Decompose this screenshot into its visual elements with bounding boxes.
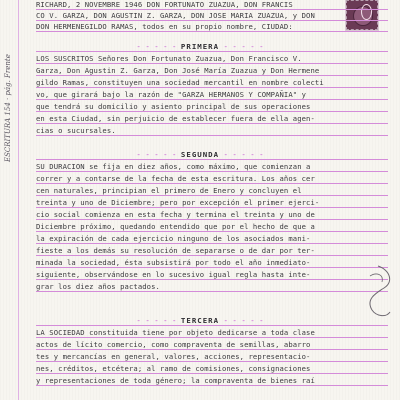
ruled-line [36, 373, 388, 374]
primera-line-2: Garza, Don Agustin Z. Garza, Don José María Zuazua y Don Hermene [36, 66, 320, 75]
ruled-line [36, 361, 388, 362]
section-heading-segunda: - - - - - SEGUNDA - - - - - [136, 150, 264, 159]
ruled-line [36, 111, 388, 112]
segunda-line-3: cen naturales, principian el primero de Enero y concluyen el [36, 186, 302, 195]
ruled-line [36, 325, 388, 326]
section-heading-primera: - - - - - PRIMERA - - - - - [136, 42, 264, 51]
tercera-line-4: nes, créditos, etcétera; al ramo de comisiones, consignaciones [36, 364, 311, 373]
ruled-line [36, 267, 388, 268]
ruled-line [36, 195, 388, 196]
header-line-3: DON HERMENEGILDO RAMAS, todos en su propio nombre, CIUDAD: [36, 22, 293, 31]
ruled-line [36, 231, 388, 232]
ruled-line [36, 87, 388, 88]
ruled-line [36, 51, 388, 52]
segunda-line-11: grar los diez años pactados. [36, 282, 160, 291]
ruled-line [36, 31, 388, 32]
primera-line-5: que tendrá su domicilio y asiento principal de sus operaciones [36, 102, 311, 111]
tercera-line-2: actos de lícito comercio, como compraventa de semillas, abarro [36, 340, 311, 349]
segunda-line-1: SU DURACION se fija en diez años, como máximo, que comienzan a [36, 162, 311, 171]
tercera-line-1: LA SOCIEDAD constituida tiene por objeto dedicarse a toda clase [36, 328, 315, 337]
ruled-line [36, 171, 388, 172]
header-line-1: RICHARD, 2 NOVEMBRE 1946 DON FORTUNATO ZUAZUA, DON FRANCIS [36, 0, 293, 9]
primera-line-1: LOS SUSCRITOS Señores Don Fortunato Zuazua, Don Francisco V. [36, 54, 302, 63]
ruled-line [36, 291, 388, 292]
primera-line-3: gildo Ramas, constituyen una sociedad mercantil en nombre colecti [36, 78, 324, 87]
ruled-line [36, 123, 388, 124]
ruled-line [36, 207, 388, 208]
primera-line-7: cias o sucursales. [36, 126, 116, 135]
tercera-line-3: tes y mercancías en general, valores, acciones, representacio- [36, 352, 311, 361]
ruled-line [36, 349, 388, 350]
segunda-line-7: la expiración de cada ejercicio ninguno de los asociados mani- [36, 234, 311, 243]
ruled-line [36, 255, 388, 256]
segunda-line-9: minada la sociedad, ésta subsistirá por todo el año inmediato- [36, 258, 311, 267]
ruled-line [36, 63, 388, 64]
margin-handwritten-note: ESCRITURA 154 · pág. Frente [4, 54, 12, 162]
segunda-line-10: siguiente, observándose en lo sucesivo igual regla hasta inte- [36, 270, 311, 279]
ruled-line [36, 279, 388, 280]
section-heading-tercera: - - - - - TERCERA - - - - - [136, 316, 264, 325]
ruled-line [36, 75, 388, 76]
ruled-line [36, 337, 388, 338]
segunda-line-4: treinta y uno de Diciembre; pero por excepción el primer ejerci- [36, 198, 320, 207]
segunda-line-5: cio social comienza en esta fecha y termina el treinta y uno de [36, 210, 315, 219]
tercera-line-5: y representaciones de toda género; la compraventa de bienes raí [36, 376, 315, 385]
margin-scribble-icon [360, 262, 396, 322]
ruled-line [36, 20, 388, 21]
ruled-line [36, 159, 388, 160]
primera-line-4: vo, que girará bajo la razón de "GARZA HERMANOS Y COMPAÑIA" y [36, 90, 307, 99]
ruled-line [36, 183, 388, 184]
ruled-line [36, 385, 388, 386]
ruled-line [36, 99, 388, 100]
segunda-line-2: correr y a contarse de la fecha de esta escritura. Los años cer [36, 174, 315, 183]
ruled-line [36, 9, 388, 10]
segunda-line-6: Diciembre próximo, quedando entendido que por el hecho de que a [36, 222, 315, 231]
segunda-line-8: fieste a los demás su resolución de separarse o de dar por ter- [36, 246, 315, 255]
ruled-line [36, 219, 388, 220]
header-line-2: CO V. GARZA, DON AGUSTIN Z. GARZA, DON JOSE MARIA ZUAZUA, y DON [36, 11, 315, 20]
margin-rule [18, 0, 19, 400]
ruled-line [36, 243, 388, 244]
primera-line-6: en esta Ciudad, sin perjuicio de establecer fuera de ella agen- [36, 114, 315, 123]
ruled-line [36, 135, 388, 136]
